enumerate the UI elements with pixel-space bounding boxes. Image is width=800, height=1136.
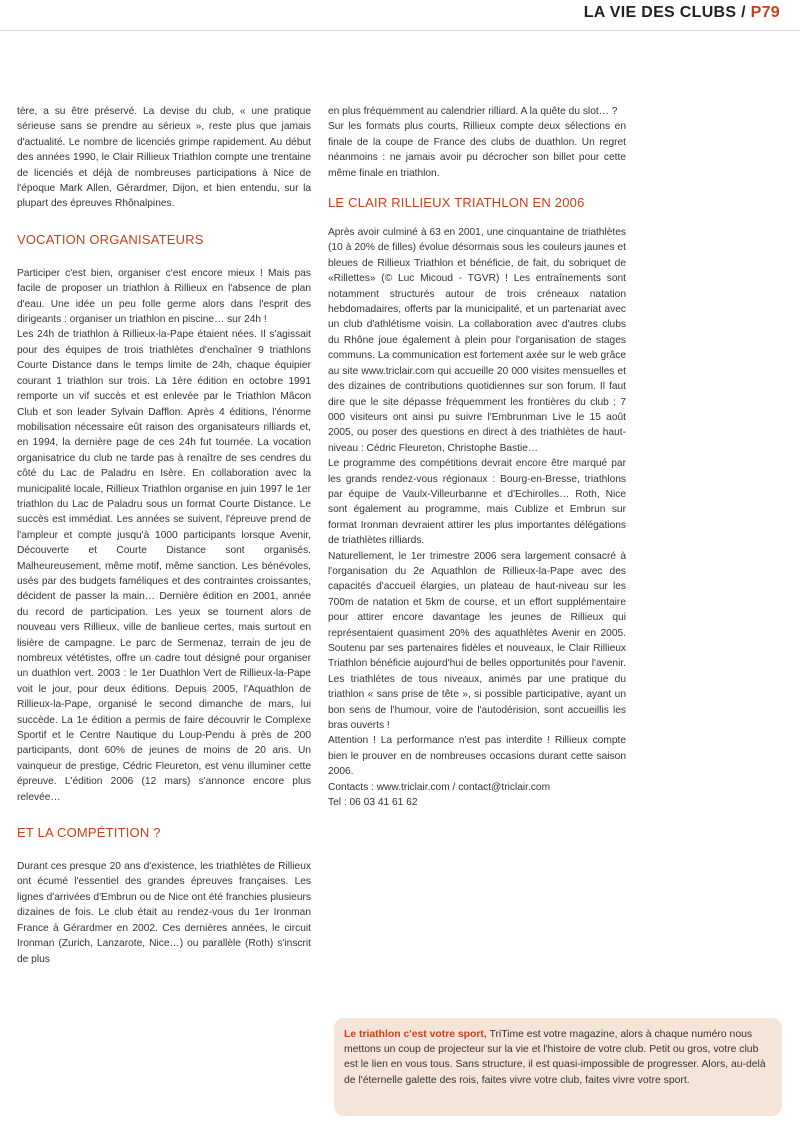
club-2006-paragraph-3: Naturellement, le 1er trimestre 2006 sera largement consacré à l'organisation du 2e Aquathlon de Rillieux-la-Pape avec des capacités d'accueil élargies, un plateau de haut-niveau sur les 700m de natation et 5km de course, et un effort supplémentaire pour attirer encore davantage les jeunes de Rillieux qui représentaient quasiment 20% des aquathlètes Avenir en 2005. Soutenu par ses partenaires fidèles et nouveaux, le Clair Rillieux Triathlon bénéficie aujourd'hui de belles opportunités pour l'avenir. Les triathlètes de tous niveaux, animés par une pratique du triathlon « sans prise de tête », si possible participative, ayant un bon sens de l'humour, voire de l'autodérision, sont accueillis les bras ouverts ! [328, 550, 627, 732]
section-title-vocation: VOCATION ORGANISATEURS [17, 231, 204, 247]
section-title-2006: LE CLAIR RILLIEUX TRIATHLON EN 2006 [328, 195, 585, 211]
club-2006-paragraph-1: Après avoir culminé à 63 en 2001, une cinquantaine de triathlètes (10 à 20% de filles) évolue désormais sous les couleurs jaunes et bleues de Rillieux Triathlon et bénéficie, de fait, du sobriquet de «Rillettes» (© Luc Micoud - TGVR) ! Les entraînements sont notamment structurés autour de trois créneaux natation hebdomadaires, offerts par la municipalité, et un partenariat avec un club d'athlétisme voisin. La collaboration avec d'autres clubs du Rhône joue également à plein pour l'organisation de stages communs. La communication est fortement axée sur le web grâce au site www.triclair.com qui accueille 20 000 visites mensuelles et des dizaines de contributions quotidiennes sur son forum. Il faut dire que le site dépasse fréquemment les frontières du club : 7 000 visiteurs ont ainsi pu suivre l'Embrunman Live le 15 août 2005, ou poser des questions en direct à des triathlètes de haut-niveau : Cédric Fleureton, Christophe Bastie… [328, 227, 626, 454]
page-number: P79 [750, 4, 780, 21]
continuation-paragraph: en plus fréquemment au calendrier rilliard. A la quête du slot… ? [328, 106, 618, 117]
club-2006-paragraph-2: Le programme des compétitions devrait encore être marqué par les grands rendez-vous régionaux : Bourg-en-Bresse, triathlons par équipe de Vaulx-Villeurbanne et d'Echirolles… Roth, Nice sont également au programme, mais Cublize et Embrun sur format Ironman devraient attirer les plus importantes délégations de triathlètes rilliards. [328, 458, 626, 547]
intro-paragraph: tère, a su être préservé. La devise du club, « une pratique sérieuse sans se prendre au sérieux », reste plus que jamais d'actualité. Le nombre de licenciés grimpe rapidement. Au début des années 1990, le Clair Rillieux Triathlon compte une trentaine de licenciés et déjà de nombreuses participations à Nice de l'époque Mark Allen, Gérardmer, Dijon, et bien entendu, sur la plupart des épreuves Rhônalpines. [17, 106, 311, 210]
promo-lead: Le triathlon c'est votre sport, [344, 1029, 487, 1040]
promo-body: TriTime est votre magazine, alors à chaque numéro nous mettons un coup de projecteur sur la vie et l'histoire de votre club. Petit ou gros, votre club est le lien en vous tous. Sans structure, il est quasi-impossible de progresser. Alors, au-delà de l'éternelle galette des rois, faites vivre votre club, faites vivre votre sport. [344, 1029, 766, 1086]
competition-paragraph-1: Durant ces presque 20 ans d'existence, les triathlètes de Rillieux ont écumé l'essentiel des grandes épreuves françaises. Les lignes d'arrivées d'Embrun ou de Nice ont été franchies plusieurs dizaines de fois. Le club était au rendez-vous du 1er Ironman France à Gérardmer en 2002. Ces dernières années, le circuit Ironman (Zurich, Lanzarote, Nice…) ou parallèle (Roth) s'inscrit de plus [17, 861, 311, 965]
section-title-competition: ET LA COMPÉTITION ? [17, 825, 161, 841]
page-header [0, 0, 800, 31]
header-separator: / [741, 4, 746, 21]
contact-line: Contacts : www.triclair.com / contact@triclair.com [328, 781, 551, 793]
left-column [17, 104, 311, 967]
formats-paragraph: Sur les formats plus courts, Rillieux compte deux sélections en finale de la coupe de France des clubs de duathlon. Un regret néanmoins : ne jamais avoir pu décrocher son billet pour cette même finale en triathlon. [328, 121, 626, 179]
vocation-paragraph-1: Participer c'est bien, organiser c'est encore mieux ! Mais pas facile de proposer un triathlon à Rillieux en l'absence de plan d'eau. Une idée un peu folle germe alors dans l'esprit des dirigeants : organiser un triathlon en piscine… sur 24h ! [17, 267, 311, 326]
vocation-paragraph-2: Les 24h de triathlon à Rillieux-la-Pape étaient nées. Il s'agissait pour des équipes de trois triathlètes d'enchaîner 9 triathlons Courte Distance dans le temps limite de 24h, chaque équipier courant 1 triathlon sur trois. La 1ère édition en octobre 1991 remporte un vif succès et est enlevée par le Triathlon Mâcon Club et son leader Sylvain Dafflon. Après 4 éditions, l'énorme mobilisation nécessaire eût raison des organisateurs rilliards et, en 1994, la dernière page de ces 24h fut tournée. La vocation organisatrice du club ne tarde pas à renaître de ses cendres du côté du Lac de Paladru en Isère. En collaboration avec la municipalité locale, Rillieux Triathlon organise en juin 1997 le 1er triathlon du Lac de Paladru sous un format Courte Distance. Le succès est immédiat. Les années se suivent, l'épreuve prend de l'ampleur et compte jusqu'à 1000 participants lorsque Avenir, Découverte et Courte Distance sont organisés. Malheureusement, même motif, même sanction. Les bénévoles, usés par des budgets faméliques et des contraintes croissantes, décident de passer la main… Dernière édition en 2001, année du record de participation. Les yeux se tournent alors de nouveau vers Rillieux, ville de banlieue certes, mais surtout en lisière de campagne. Le parc de Sermenaz, terrain de jeu de nombreux vététistes, offre un cadre tout désigné pour organiser un duathlon vert. 2003 : le 1er Duathlon Vert de Rillieux-la-Pape voit le jour, pour deux éditions. Depuis 2005, l'Aquathlon de Rillieux-la-Pape, organisé le second dimanche de mars, lui succède. La 1e édition a permis de faire découvrir le Complexe Sportif et le Centre Nautique du Loup-Pendu à près de 200 participants, dont 60% de jeunes de moins de 20 ans. Un vainqueur de prestige, Cédric Fleureton, est venu illuminer cette épreuve. L'édition 2006 (12 mars) s'annonce encore plus relevée… [17, 329, 311, 803]
club-2006-paragraph-4: Attention ! La performance n'est pas interdite ! Rillieux compte bien le prouver en de nombreuses occasions durant cette saison 2006. [328, 735, 626, 778]
right-column [328, 104, 626, 810]
telephone-line: Tel : 06 03 41 61 62 [328, 797, 418, 809]
header-section: LA VIE DES CLUBS [583, 4, 737, 21]
promo-box [334, 1018, 782, 1116]
header-title [584, 4, 780, 22]
